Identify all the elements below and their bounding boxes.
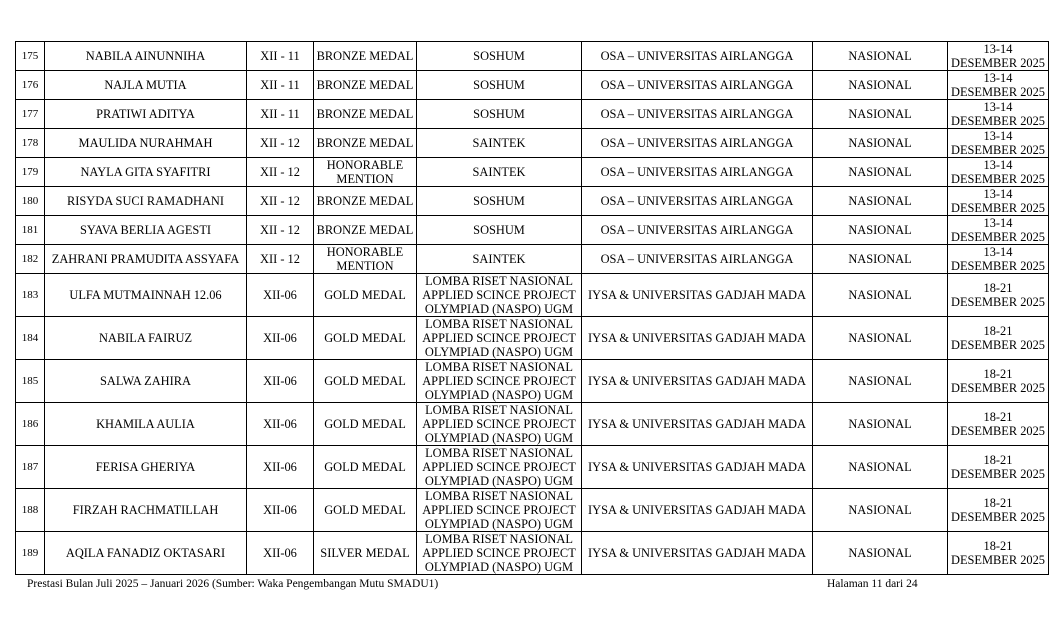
cell-class: XII-06 <box>247 489 314 532</box>
cell-organizer: IYSA & UNIVERSITAS GADJAH MADA <box>582 489 813 532</box>
cell-class: XII - 12 <box>247 158 314 187</box>
cell-level: NASIONAL <box>813 274 948 317</box>
cell-class: XII-06 <box>247 274 314 317</box>
cell-award: GOLD MEDAL <box>314 360 417 403</box>
cell-class: XII - 11 <box>247 71 314 100</box>
cell-number: 175 <box>16 42 45 71</box>
cell-number: 188 <box>16 489 45 532</box>
cell-level: NASIONAL <box>813 403 948 446</box>
cell-level: NASIONAL <box>813 129 948 158</box>
table-row <box>16 129 1049 158</box>
cell-award: GOLD MEDAL <box>314 446 417 489</box>
cell-class: XII-06 <box>247 360 314 403</box>
cell-class: XII-06 <box>247 317 314 360</box>
cell-level: NASIONAL <box>813 360 948 403</box>
cell-award: GOLD MEDAL <box>314 274 417 317</box>
cell-level: NASIONAL <box>813 446 948 489</box>
cell-class: XII-06 <box>247 446 314 489</box>
table-row <box>16 100 1049 129</box>
cell-award: SILVER MEDAL <box>314 532 417 575</box>
cell-class: XII - 12 <box>247 245 314 274</box>
achievement-table <box>15 41 1049 575</box>
cell-award: BRONZE MEDAL <box>314 187 417 216</box>
cell-organizer: IYSA & UNIVERSITAS GADJAH MADA <box>582 446 813 489</box>
cell-date: 18-21 DESEMBER 2025 <box>948 446 1049 489</box>
cell-student-name: ZAHRANI PRAMUDITA ASSYAFA <box>45 245 247 274</box>
cell-date: 13-14 DESEMBER 2025 <box>948 245 1049 274</box>
cell-competition: SOSHUM <box>417 71 582 100</box>
cell-competition: LOMBA RISET NASIONAL APPLIED SCINCE PROJECT OLYMPIAD (NASPO) UGM <box>417 403 582 446</box>
cell-organizer: OSA – UNIVERSITAS AIRLANGGA <box>582 158 813 187</box>
cell-award: GOLD MEDAL <box>314 317 417 360</box>
table-row <box>16 158 1049 187</box>
cell-award: BRONZE MEDAL <box>314 100 417 129</box>
cell-award: GOLD MEDAL <box>314 489 417 532</box>
cell-competition: SOSHUM <box>417 42 582 71</box>
cell-student-name: SYAVA BERLIA AGESTI <box>45 216 247 245</box>
cell-student-name: FERISA GHERIYA <box>45 446 247 489</box>
cell-organizer: OSA – UNIVERSITAS AIRLANGGA <box>582 129 813 158</box>
cell-number: 178 <box>16 129 45 158</box>
cell-level: NASIONAL <box>813 71 948 100</box>
cell-date: 13-14 DESEMBER 2025 <box>948 71 1049 100</box>
table-row <box>16 360 1049 403</box>
cell-date: 13-14 DESEMBER 2025 <box>948 100 1049 129</box>
cell-date: 18-21 DESEMBER 2025 <box>948 274 1049 317</box>
cell-award: BRONZE MEDAL <box>314 216 417 245</box>
cell-student-name: RISYDA SUCI RAMADHANI <box>45 187 247 216</box>
cell-class: XII - 12 <box>247 129 314 158</box>
table-row <box>16 317 1049 360</box>
cell-organizer: OSA – UNIVERSITAS AIRLANGGA <box>582 245 813 274</box>
cell-level: NASIONAL <box>813 158 948 187</box>
cell-student-name: NAJLA MUTIA <box>45 71 247 100</box>
cell-number: 187 <box>16 446 45 489</box>
cell-class: XII - 12 <box>247 187 314 216</box>
table-body <box>16 42 1049 575</box>
cell-number: 180 <box>16 187 45 216</box>
cell-level: NASIONAL <box>813 42 948 71</box>
cell-organizer: IYSA & UNIVERSITAS GADJAH MADA <box>582 274 813 317</box>
cell-date: 18-21 DESEMBER 2025 <box>948 489 1049 532</box>
cell-class: XII-06 <box>247 403 314 446</box>
cell-student-name: NABILA FAIRUZ <box>45 317 247 360</box>
cell-organizer: OSA – UNIVERSITAS AIRLANGGA <box>582 100 813 129</box>
cell-competition: SOSHUM <box>417 216 582 245</box>
cell-competition: SAINTEK <box>417 129 582 158</box>
cell-award: HONORABLE MENTION <box>314 158 417 187</box>
cell-level: NASIONAL <box>813 245 948 274</box>
cell-award: GOLD MEDAL <box>314 403 417 446</box>
cell-award: BRONZE MEDAL <box>314 129 417 158</box>
cell-number: 181 <box>16 216 45 245</box>
cell-competition: LOMBA RISET NASIONAL APPLIED SCINCE PROJECT OLYMPIAD (NASPO) UGM <box>417 489 582 532</box>
cell-class: XII - 11 <box>247 42 314 71</box>
cell-level: NASIONAL <box>813 317 948 360</box>
cell-award: BRONZE MEDAL <box>314 71 417 100</box>
cell-level: NASIONAL <box>813 216 948 245</box>
cell-student-name: NABILA AINUNNIHA <box>45 42 247 71</box>
cell-date: 18-21 DESEMBER 2025 <box>948 317 1049 360</box>
table-row <box>16 42 1049 71</box>
cell-number: 176 <box>16 71 45 100</box>
cell-organizer: OSA – UNIVERSITAS AIRLANGGA <box>582 71 813 100</box>
cell-date: 13-14 DESEMBER 2025 <box>948 187 1049 216</box>
table-row <box>16 532 1049 575</box>
cell-date: 18-21 DESEMBER 2025 <box>948 360 1049 403</box>
cell-class: XII - 11 <box>247 100 314 129</box>
table-row <box>16 187 1049 216</box>
cell-student-name: SALWA ZAHIRA <box>45 360 247 403</box>
cell-student-name: FIRZAH RACHMATILLAH <box>45 489 247 532</box>
table-row <box>16 216 1049 245</box>
cell-date: 18-21 DESEMBER 2025 <box>948 403 1049 446</box>
cell-level: NASIONAL <box>813 532 948 575</box>
cell-date: 13-14 DESEMBER 2025 <box>948 129 1049 158</box>
table-row <box>16 71 1049 100</box>
cell-organizer: IYSA & UNIVERSITAS GADJAH MADA <box>582 532 813 575</box>
cell-student-name: AQILA FANADIZ OKTASARI <box>45 532 247 575</box>
cell-student-name: NAYLA GITA SYAFITRI <box>45 158 247 187</box>
cell-number: 186 <box>16 403 45 446</box>
cell-competition: LOMBA RISET NASIONAL APPLIED SCINCE PROJECT OLYMPIAD (NASPO) UGM <box>417 274 582 317</box>
table-row <box>16 403 1049 446</box>
cell-number: 185 <box>16 360 45 403</box>
cell-date: 18-21 DESEMBER 2025 <box>948 532 1049 575</box>
cell-organizer: IYSA & UNIVERSITAS GADJAH MADA <box>582 360 813 403</box>
cell-competition: LOMBA RISET NASIONAL APPLIED SCINCE PROJECT OLYMPIAD (NASPO) UGM <box>417 317 582 360</box>
cell-class: XII-06 <box>247 532 314 575</box>
cell-competition: LOMBA RISET NASIONAL APPLIED SCINCE PROJECT OLYMPIAD (NASPO) UGM <box>417 446 582 489</box>
table-row <box>16 489 1049 532</box>
cell-competition: SAINTEK <box>417 245 582 274</box>
table-row <box>16 446 1049 489</box>
cell-number: 183 <box>16 274 45 317</box>
cell-date: 13-14 DESEMBER 2025 <box>948 42 1049 71</box>
cell-level: NASIONAL <box>813 489 948 532</box>
cell-organizer: IYSA & UNIVERSITAS GADJAH MADA <box>582 403 813 446</box>
cell-student-name: KHAMILA AULIA <box>45 403 247 446</box>
table-row <box>16 245 1049 274</box>
cell-date: 13-14 DESEMBER 2025 <box>948 216 1049 245</box>
cell-competition: SAINTEK <box>417 158 582 187</box>
cell-number: 182 <box>16 245 45 274</box>
cell-class: XII - 12 <box>247 216 314 245</box>
footer-source: Prestasi Bulan Juli 2025 – Januari 2026 (Sumber: Waka Pengembangan Mutu SMADU1) <box>27 578 439 590</box>
cell-number: 184 <box>16 317 45 360</box>
cell-competition: SOSHUM <box>417 187 582 216</box>
cell-level: NASIONAL <box>813 100 948 129</box>
cell-number: 189 <box>16 532 45 575</box>
cell-award: BRONZE MEDAL <box>314 42 417 71</box>
cell-competition: LOMBA RISET NASIONAL APPLIED SCINCE PROJECT OLYMPIAD (NASPO) UGM <box>417 360 582 403</box>
cell-competition: SOSHUM <box>417 100 582 129</box>
cell-organizer: OSA – UNIVERSITAS AIRLANGGA <box>582 187 813 216</box>
cell-student-name: PRATIWI ADITYA <box>45 100 247 129</box>
cell-student-name: ULFA MUTMAINNAH 12.06 <box>45 274 247 317</box>
cell-competition: LOMBA RISET NASIONAL APPLIED SCINCE PROJECT OLYMPIAD (NASPO) UGM <box>417 532 582 575</box>
cell-level: NASIONAL <box>813 187 948 216</box>
page-number: Halaman 11 dari 24 <box>827 578 918 590</box>
cell-date: 13-14 DESEMBER 2025 <box>948 158 1049 187</box>
table-row <box>16 274 1049 317</box>
cell-student-name: MAULIDA NURAHMAH <box>45 129 247 158</box>
cell-organizer: OSA – UNIVERSITAS AIRLANGGA <box>582 216 813 245</box>
cell-award: HONORABLE MENTION <box>314 245 417 274</box>
cell-number: 177 <box>16 100 45 129</box>
cell-organizer: OSA – UNIVERSITAS AIRLANGGA <box>582 42 813 71</box>
cell-number: 179 <box>16 158 45 187</box>
cell-organizer: IYSA & UNIVERSITAS GADJAH MADA <box>582 317 813 360</box>
